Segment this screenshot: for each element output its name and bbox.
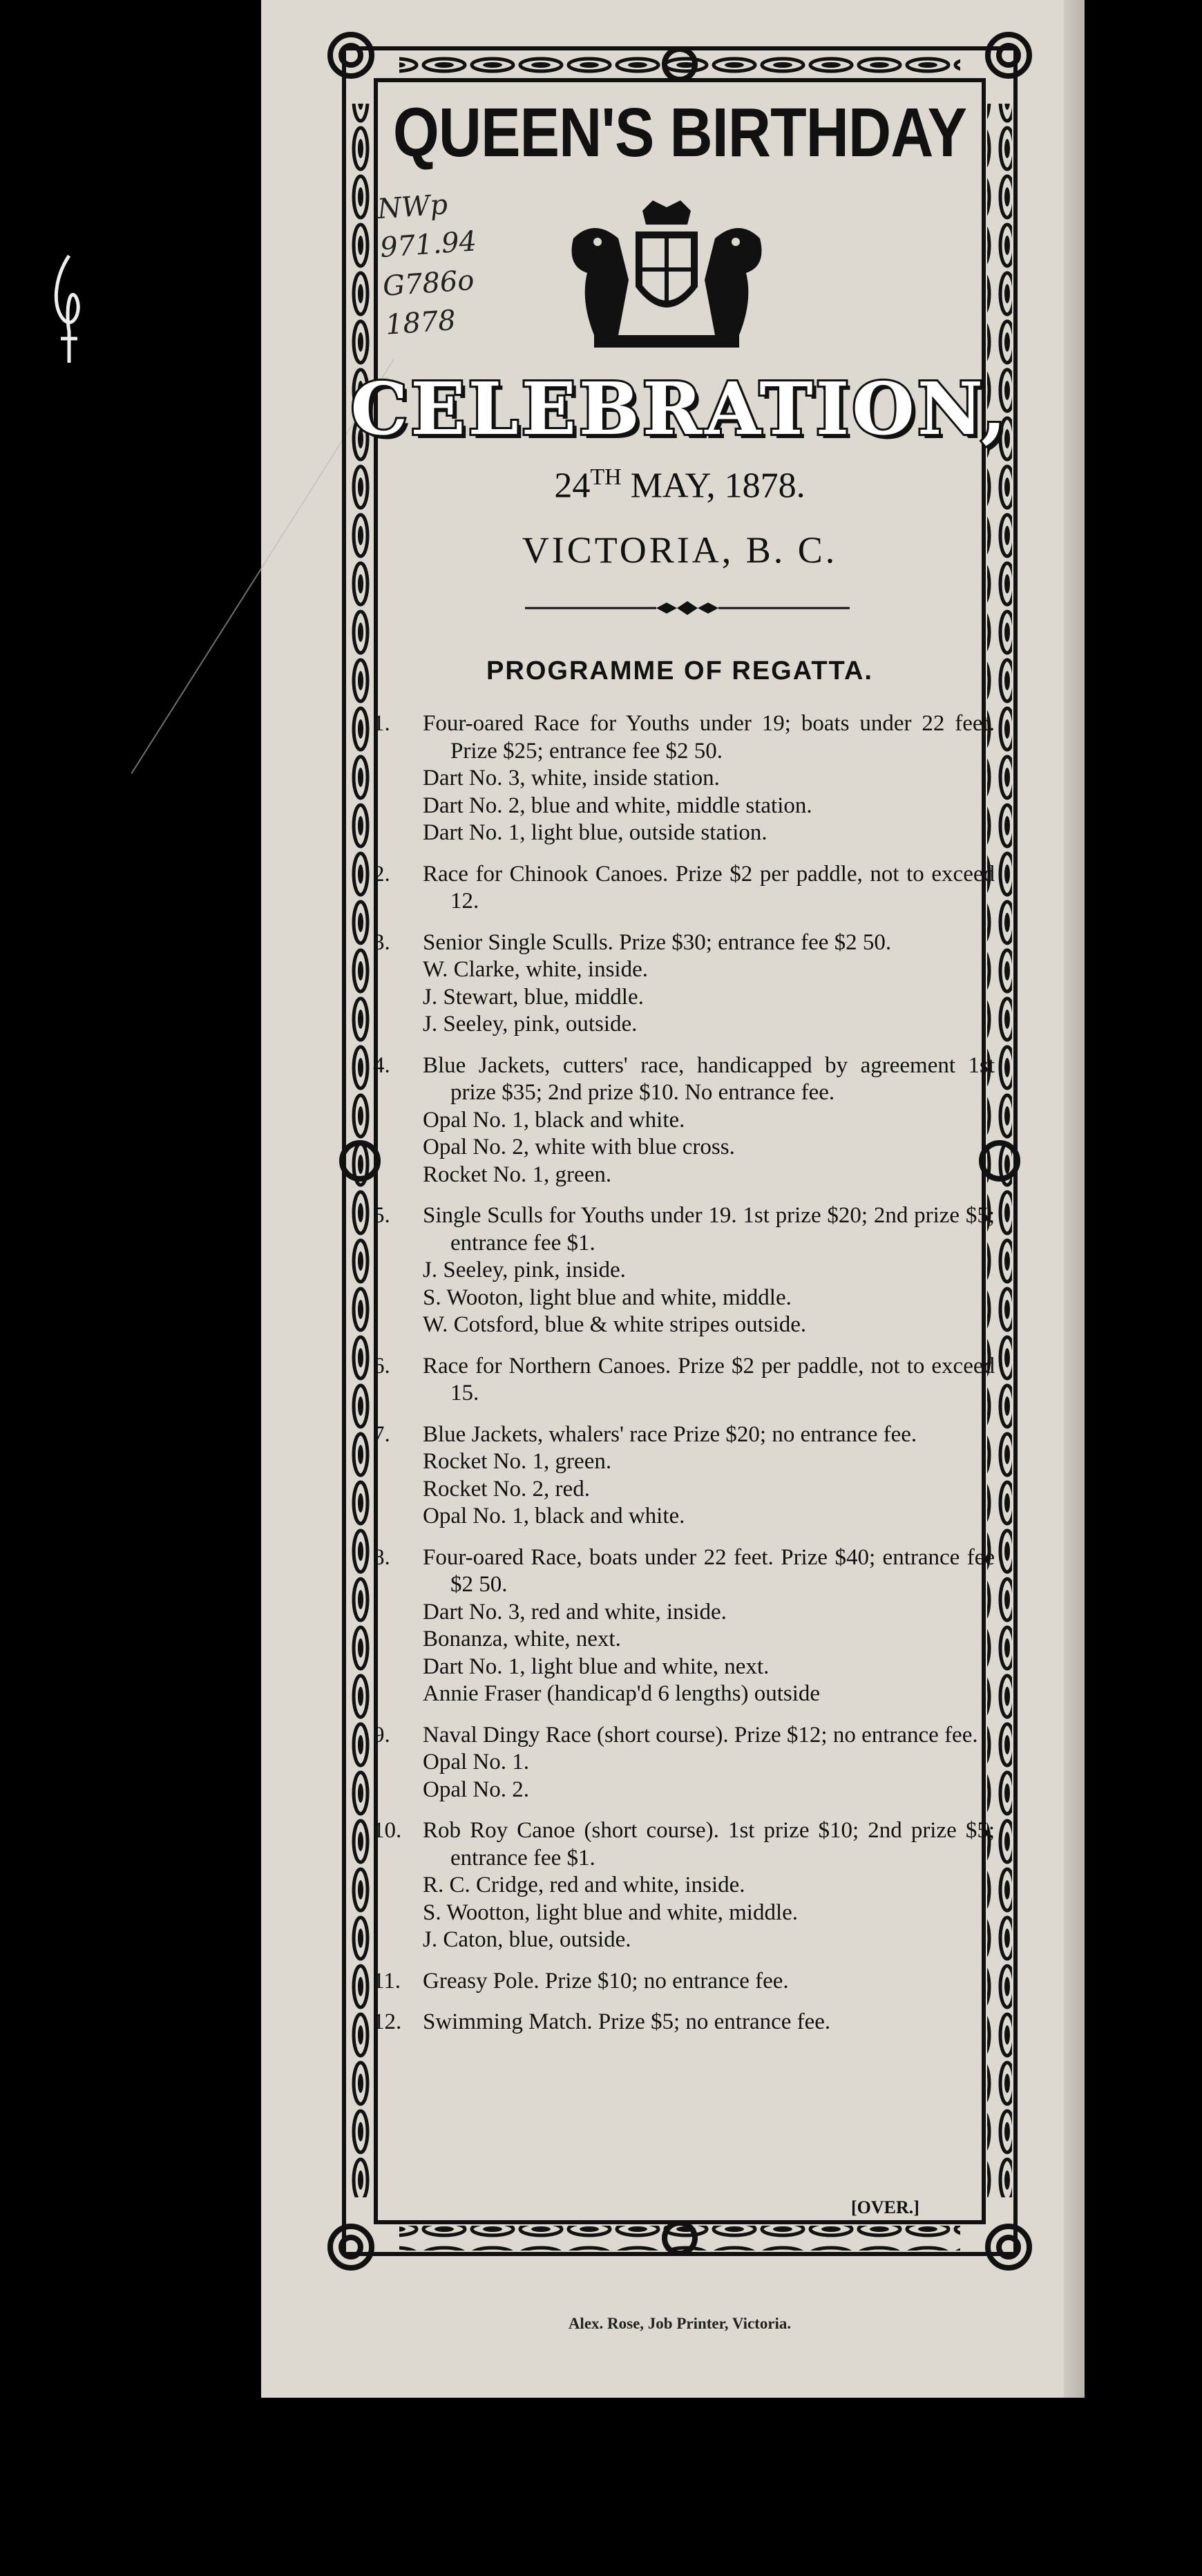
event-item	[373, 861, 995, 916]
event-number: 8.	[373, 1544, 390, 1570]
event-item	[373, 2009, 995, 2036]
event-entry: Rocket No. 1, green.	[423, 1162, 612, 1187]
event-description: Senior Single Sculls. Prize $30; entrance fee $2 50.	[423, 929, 892, 955]
event-description: Swimming Match. Prize $5; no entrance fee.	[423, 2009, 831, 2034]
event-entry: Bonanza, white, next.	[423, 1627, 621, 1651]
event-entry: Dart No. 1, light blue and white, next.	[423, 1654, 770, 1679]
event-item	[373, 1968, 995, 1996]
event-number: 12.	[373, 2009, 402, 2034]
event-entry: J. Seeley, pink, outside.	[423, 1012, 638, 1036]
event-number: 10.	[373, 1818, 402, 1843]
event-entry: Dart No. 3, red and white, inside.	[423, 1599, 727, 1625]
event-entry: W. Clarke, white, inside.	[423, 957, 648, 982]
coat-of-arms	[553, 197, 781, 356]
event-description: Naval Dingy Race (short course). Prize $12; no entrance fee.	[423, 1722, 978, 1748]
event-place: VICTORIA, B. C.	[522, 529, 838, 571]
event-entry: Opal No. 2.	[423, 1777, 529, 1802]
event-entry: J. Stewart, blue, middle.	[423, 984, 644, 1010]
event-entry: Dart No. 3, white, inside station.	[423, 766, 720, 790]
event-description: Single Sculls for Youths under 19. 1st prize $20; 2nd prize $5; entrance fee $1.	[423, 1203, 995, 1256]
event-item	[373, 1202, 995, 1339]
event-item	[373, 1722, 995, 1804]
over-note: [OVER.]	[851, 2197, 919, 2217]
hw-line: 1878	[384, 304, 457, 341]
event-description: Four-oared Race, boats under 22 feet. Prize $40; entrance fee $2 50.	[423, 1544, 995, 1597]
event-entry: S. Wooton, light blue and white, middle.	[423, 1285, 792, 1310]
event-number: 2.	[373, 861, 390, 887]
event-entry: J. Seeley, pink, inside.	[423, 1258, 626, 1282]
event-description: Blue Jackets, cutters' race, handicapped by agreement 1st prize $35; 2nd prize $10. No entrance fee.	[423, 1052, 995, 1105]
event-item	[373, 1421, 995, 1531]
event-number: 11.	[373, 1968, 401, 1993]
event-entry: Opal No. 1, black and white.	[423, 1504, 685, 1528]
event-entry: R. C. Cridge, red and white, inside.	[423, 1873, 745, 1897]
ornamental-rule	[525, 600, 850, 616]
event-number: 5.	[373, 1203, 390, 1228]
date-rest: MAY, 1878.	[621, 466, 805, 506]
event-item	[373, 1817, 995, 1954]
event-number: 6.	[373, 1353, 390, 1379]
printer-imprint: Alex. Rose, Job Printer, Victoria.	[568, 2315, 792, 2332]
event-entry: Opal No. 1.	[423, 1750, 529, 1774]
event-item	[373, 1353, 995, 1408]
event-date	[325, 464, 1035, 506]
event-entry: Rocket No. 1, green.	[423, 1449, 612, 1474]
event-description: Rob Roy Canoe (short course). 1st prize $10; 2nd prize $5; entrance fee $1.	[423, 1818, 995, 1871]
handwritten-catalog-note	[376, 180, 524, 344]
event-description: Race for Chinook Canoes. Prize $2 per paddle, not to exceed 12.	[423, 861, 995, 913]
event-number: 3.	[373, 929, 390, 955]
event-number: 7.	[373, 1421, 390, 1447]
event-entry: J. Caton, blue, outside.	[423, 1927, 631, 1952]
event-entry: Opal No. 2, white with blue cross.	[423, 1135, 735, 1159]
paper-edge	[1064, 0, 1085, 2398]
event-item	[373, 1544, 995, 1708]
event-description: Blue Jackets, whalers' race Prize $20; no entrance fee.	[423, 1421, 917, 1447]
hw-line: G786o	[381, 264, 475, 303]
event-item	[373, 1052, 995, 1189]
document-title: QUEEN'S BIRTHDAY	[392, 94, 967, 171]
programme-heading: PROGRAMME OF REGATTA.	[486, 656, 873, 685]
date-day: 24	[554, 466, 591, 506]
event-item	[373, 929, 995, 1039]
date-suffix: TH	[590, 464, 622, 490]
event-entry: Rocket No. 2, red.	[423, 1476, 590, 1502]
event-number: 4.	[373, 1052, 390, 1078]
event-description: Greasy Pole. Prize $10; no entrance fee.	[423, 1968, 789, 1993]
event-item	[373, 710, 995, 847]
event-description: Race for Northern Canoes. Prize $2 per paddle, not to exceed 15.	[423, 1353, 995, 1405]
event-entry: S. Wootton, light blue and white, middle.	[423, 1900, 799, 1925]
headline: CELEBRATION,	[350, 366, 1009, 451]
event-entry: W. Cotsford, blue & white stripes outside.	[423, 1312, 807, 1337]
event-entry: Dart No. 1, light blue, outside station.	[423, 820, 767, 845]
event-entry: Annie Fraser (handicap'd 6 lengths) outside	[423, 1681, 821, 1706]
event-entry: Opal No. 1, black and white.	[423, 1107, 685, 1133]
event-number: 9.	[373, 1722, 390, 1748]
hw-line: 971.94	[379, 225, 478, 264]
hw-line: NWp	[376, 189, 449, 226]
event-entry: Dart No. 2, blue and white, middle station.	[423, 793, 812, 818]
event-number: 1.	[373, 711, 390, 736]
event-description: Four-oared Race for Youths under 19; boats under 22 feet. Prize $25; entrance fee $2 50.	[423, 711, 995, 764]
handwritten-mark	[48, 249, 90, 366]
regatta-programme	[373, 710, 995, 2050]
